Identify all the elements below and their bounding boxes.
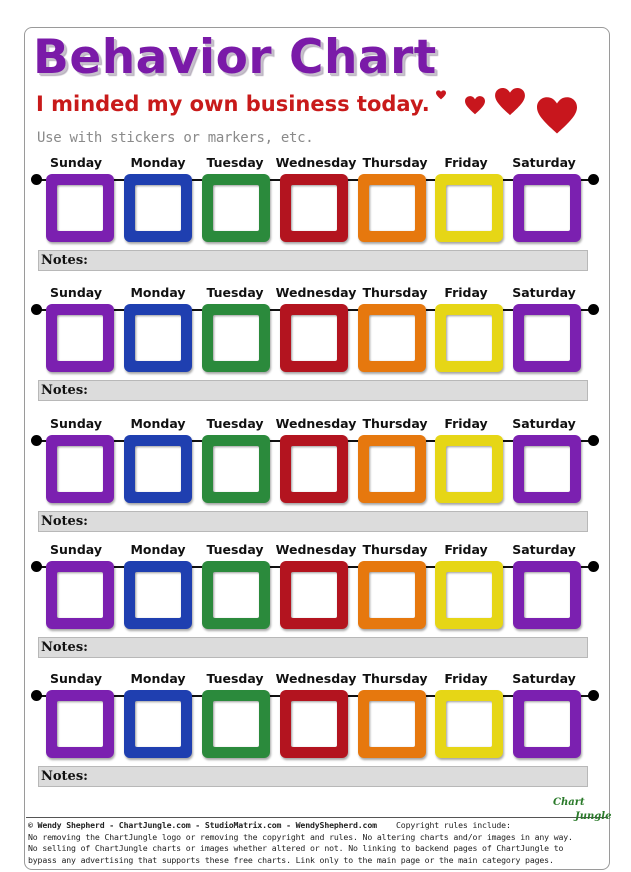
notes-field[interactable]: [38, 511, 588, 532]
sticker-area[interactable]: [524, 315, 570, 361]
day-label-wednesday: Wednesday: [275, 671, 357, 686]
sticker-area[interactable]: [524, 446, 570, 492]
day-label-saturday: Saturday: [512, 285, 576, 300]
sticker-area[interactable]: [57, 315, 103, 361]
sticker-area[interactable]: [291, 701, 337, 747]
week-row: [30, 285, 602, 410]
day-label-monday: Monday: [130, 671, 186, 686]
sticker-area[interactable]: [57, 185, 103, 231]
day-label-tuesday: Tuesday: [206, 671, 264, 686]
sticker-box-wednesday[interactable]: [280, 561, 348, 629]
day-label-thursday: Thursday: [362, 542, 428, 557]
sticker-area[interactable]: [446, 572, 492, 618]
sticker-area[interactable]: [524, 185, 570, 231]
week-row: [30, 155, 602, 280]
sticker-area[interactable]: [135, 185, 181, 231]
sticker-box-saturday[interactable]: [513, 304, 581, 372]
sticker-box-thursday[interactable]: [358, 690, 426, 758]
week-row: [30, 416, 602, 541]
sticker-box-monday[interactable]: [124, 304, 192, 372]
sticker-area[interactable]: [369, 701, 415, 747]
day-label-sunday: Sunday: [50, 542, 102, 557]
sticker-box-friday[interactable]: [435, 561, 503, 629]
chart-subtitle: I minded my own business today.: [36, 92, 430, 116]
day-label-wednesday: Wednesday: [275, 155, 357, 170]
sticker-area[interactable]: [135, 315, 181, 361]
notes-label: Notes:: [41, 383, 88, 398]
sticker-box-wednesday[interactable]: [280, 435, 348, 503]
line-end-dot: [31, 690, 42, 701]
sticker-box-sunday[interactable]: [46, 304, 114, 372]
heart-icon-small: [436, 90, 446, 100]
heart-icon-xlarge: [537, 97, 577, 135]
line-end-dot: [588, 304, 599, 315]
logo-text-line1: Chart: [553, 797, 585, 808]
rules-line-3: bypass any advertising that supports these free charts. Link only to the main page or the main category pages.: [28, 854, 554, 865]
sticker-box-tuesday[interactable]: [202, 174, 270, 242]
footer-divider: [26, 817, 608, 818]
day-label-friday: Friday: [444, 416, 488, 431]
sticker-area[interactable]: [524, 572, 570, 618]
line-end-dot: [588, 561, 599, 572]
day-label-thursday: Thursday: [362, 285, 428, 300]
sticker-box-saturday[interactable]: [513, 435, 581, 503]
line-end-dot: [31, 561, 42, 572]
line-end-dot: [31, 435, 42, 446]
day-label-thursday: Thursday: [362, 416, 428, 431]
day-label-sunday: Sunday: [50, 155, 102, 170]
sticker-box-saturday[interactable]: [513, 561, 581, 629]
sticker-box-sunday[interactable]: [46, 690, 114, 758]
sticker-box-sunday[interactable]: [46, 435, 114, 503]
sticker-area[interactable]: [446, 315, 492, 361]
sticker-box-wednesday[interactable]: [280, 690, 348, 758]
sticker-box-tuesday[interactable]: [202, 435, 270, 503]
day-label-tuesday: Tuesday: [206, 155, 264, 170]
sticker-box-friday[interactable]: [435, 435, 503, 503]
notes-label: Notes:: [41, 640, 88, 655]
sticker-area[interactable]: [369, 315, 415, 361]
sticker-area[interactable]: [369, 446, 415, 492]
day-label-monday: Monday: [130, 542, 186, 557]
sticker-box-tuesday[interactable]: [202, 690, 270, 758]
notes-field[interactable]: [38, 250, 588, 271]
sticker-box-wednesday[interactable]: [280, 304, 348, 372]
sticker-area[interactable]: [57, 572, 103, 618]
day-label-monday: Monday: [130, 285, 186, 300]
notes-field[interactable]: [38, 766, 588, 787]
week-row: [30, 542, 602, 667]
copyright-footer: [28, 820, 608, 866]
day-label-thursday: Thursday: [362, 671, 428, 686]
day-label-sunday: Sunday: [50, 285, 102, 300]
sticker-area[interactable]: [291, 572, 337, 618]
line-end-dot: [588, 174, 599, 185]
sticker-area[interactable]: [291, 446, 337, 492]
instructions-text: Use with stickers or markers, etc.: [37, 130, 314, 146]
day-label-friday: Friday: [444, 671, 488, 686]
day-label-wednesday: Wednesday: [275, 285, 357, 300]
day-label-wednesday: Wednesday: [275, 416, 357, 431]
sticker-box-thursday[interactable]: [358, 561, 426, 629]
sticker-area[interactable]: [369, 572, 415, 618]
day-label-friday: Friday: [444, 155, 488, 170]
day-label-friday: Friday: [444, 285, 488, 300]
day-label-tuesday: Tuesday: [206, 542, 264, 557]
notes-field[interactable]: [38, 637, 588, 658]
sticker-box-saturday[interactable]: [513, 690, 581, 758]
day-label-tuesday: Tuesday: [206, 285, 264, 300]
sticker-area[interactable]: [213, 572, 259, 618]
sticker-area[interactable]: [291, 185, 337, 231]
line-end-dot: [31, 174, 42, 185]
line-end-dot: [588, 435, 599, 446]
day-label-monday: Monday: [130, 416, 186, 431]
sticker-area[interactable]: [135, 572, 181, 618]
heart-icon-large: [495, 88, 525, 116]
sticker-area[interactable]: [446, 185, 492, 231]
day-label-friday: Friday: [444, 542, 488, 557]
notes-label: Notes:: [41, 253, 88, 268]
sticker-box-tuesday[interactable]: [202, 561, 270, 629]
day-label-wednesday: Wednesday: [275, 542, 357, 557]
rules-line-2: No selling of ChartJungle charts or images whether altered or not. No linking to backend pages of ChartJungle to: [28, 843, 564, 854]
heart-icon-medium: [465, 96, 485, 115]
sticker-box-sunday[interactable]: [46, 561, 114, 629]
page-title: Behavior Chart: [33, 30, 437, 85]
notes-label: Notes:: [41, 514, 88, 529]
sticker-area[interactable]: [291, 315, 337, 361]
day-label-saturday: Saturday: [512, 671, 576, 686]
sticker-box-friday[interactable]: [435, 174, 503, 242]
line-end-dot: [31, 304, 42, 315]
day-label-sunday: Sunday: [50, 416, 102, 431]
day-label-saturday: Saturday: [512, 416, 576, 431]
sticker-area[interactable]: [57, 701, 103, 747]
sticker-area[interactable]: [135, 446, 181, 492]
sticker-area[interactable]: [446, 701, 492, 747]
sticker-area[interactable]: [524, 701, 570, 747]
sticker-area[interactable]: [213, 701, 259, 747]
day-label-sunday: Sunday: [50, 671, 102, 686]
sticker-area[interactable]: [213, 315, 259, 361]
day-label-monday: Monday: [130, 155, 186, 170]
sticker-box-friday[interactable]: [435, 690, 503, 758]
sticker-box-monday[interactable]: [124, 435, 192, 503]
sticker-box-saturday[interactable]: [513, 174, 581, 242]
sticker-box-monday[interactable]: [124, 174, 192, 242]
sticker-area[interactable]: [213, 185, 259, 231]
sticker-area[interactable]: [135, 701, 181, 747]
notes-label: Notes:: [41, 769, 88, 784]
sticker-box-monday[interactable]: [124, 690, 192, 758]
sticker-box-wednesday[interactable]: [280, 174, 348, 242]
sticker-box-sunday[interactable]: [46, 174, 114, 242]
day-label-saturday: Saturday: [512, 155, 576, 170]
day-label-thursday: Thursday: [362, 155, 428, 170]
rules-line-1: No removing the ChartJungle logo or removing the copyright and rules. No altering charts and/or images in any way.: [28, 831, 573, 842]
logo-text-line2: Jungle: [575, 811, 612, 822]
sticker-box-thursday[interactable]: [358, 435, 426, 503]
rules-intro: Copyright rules include:: [396, 820, 511, 830]
notes-field[interactable]: [38, 380, 588, 401]
copyright-line: © Wendy Shepherd - ChartJungle.com - StudioMatrix.com - WendyShepherd.com: [28, 820, 377, 830]
line-end-dot: [588, 690, 599, 701]
sticker-area[interactable]: [213, 446, 259, 492]
day-label-saturday: Saturday: [512, 542, 576, 557]
week-row: [30, 671, 602, 796]
sticker-area[interactable]: [446, 446, 492, 492]
sticker-area[interactable]: [369, 185, 415, 231]
sticker-box-tuesday[interactable]: [202, 304, 270, 372]
sticker-area[interactable]: [57, 446, 103, 492]
day-label-tuesday: Tuesday: [206, 416, 264, 431]
sticker-box-friday[interactable]: [435, 304, 503, 372]
sticker-box-monday[interactable]: [124, 561, 192, 629]
sticker-box-thursday[interactable]: [358, 174, 426, 242]
sticker-box-thursday[interactable]: [358, 304, 426, 372]
